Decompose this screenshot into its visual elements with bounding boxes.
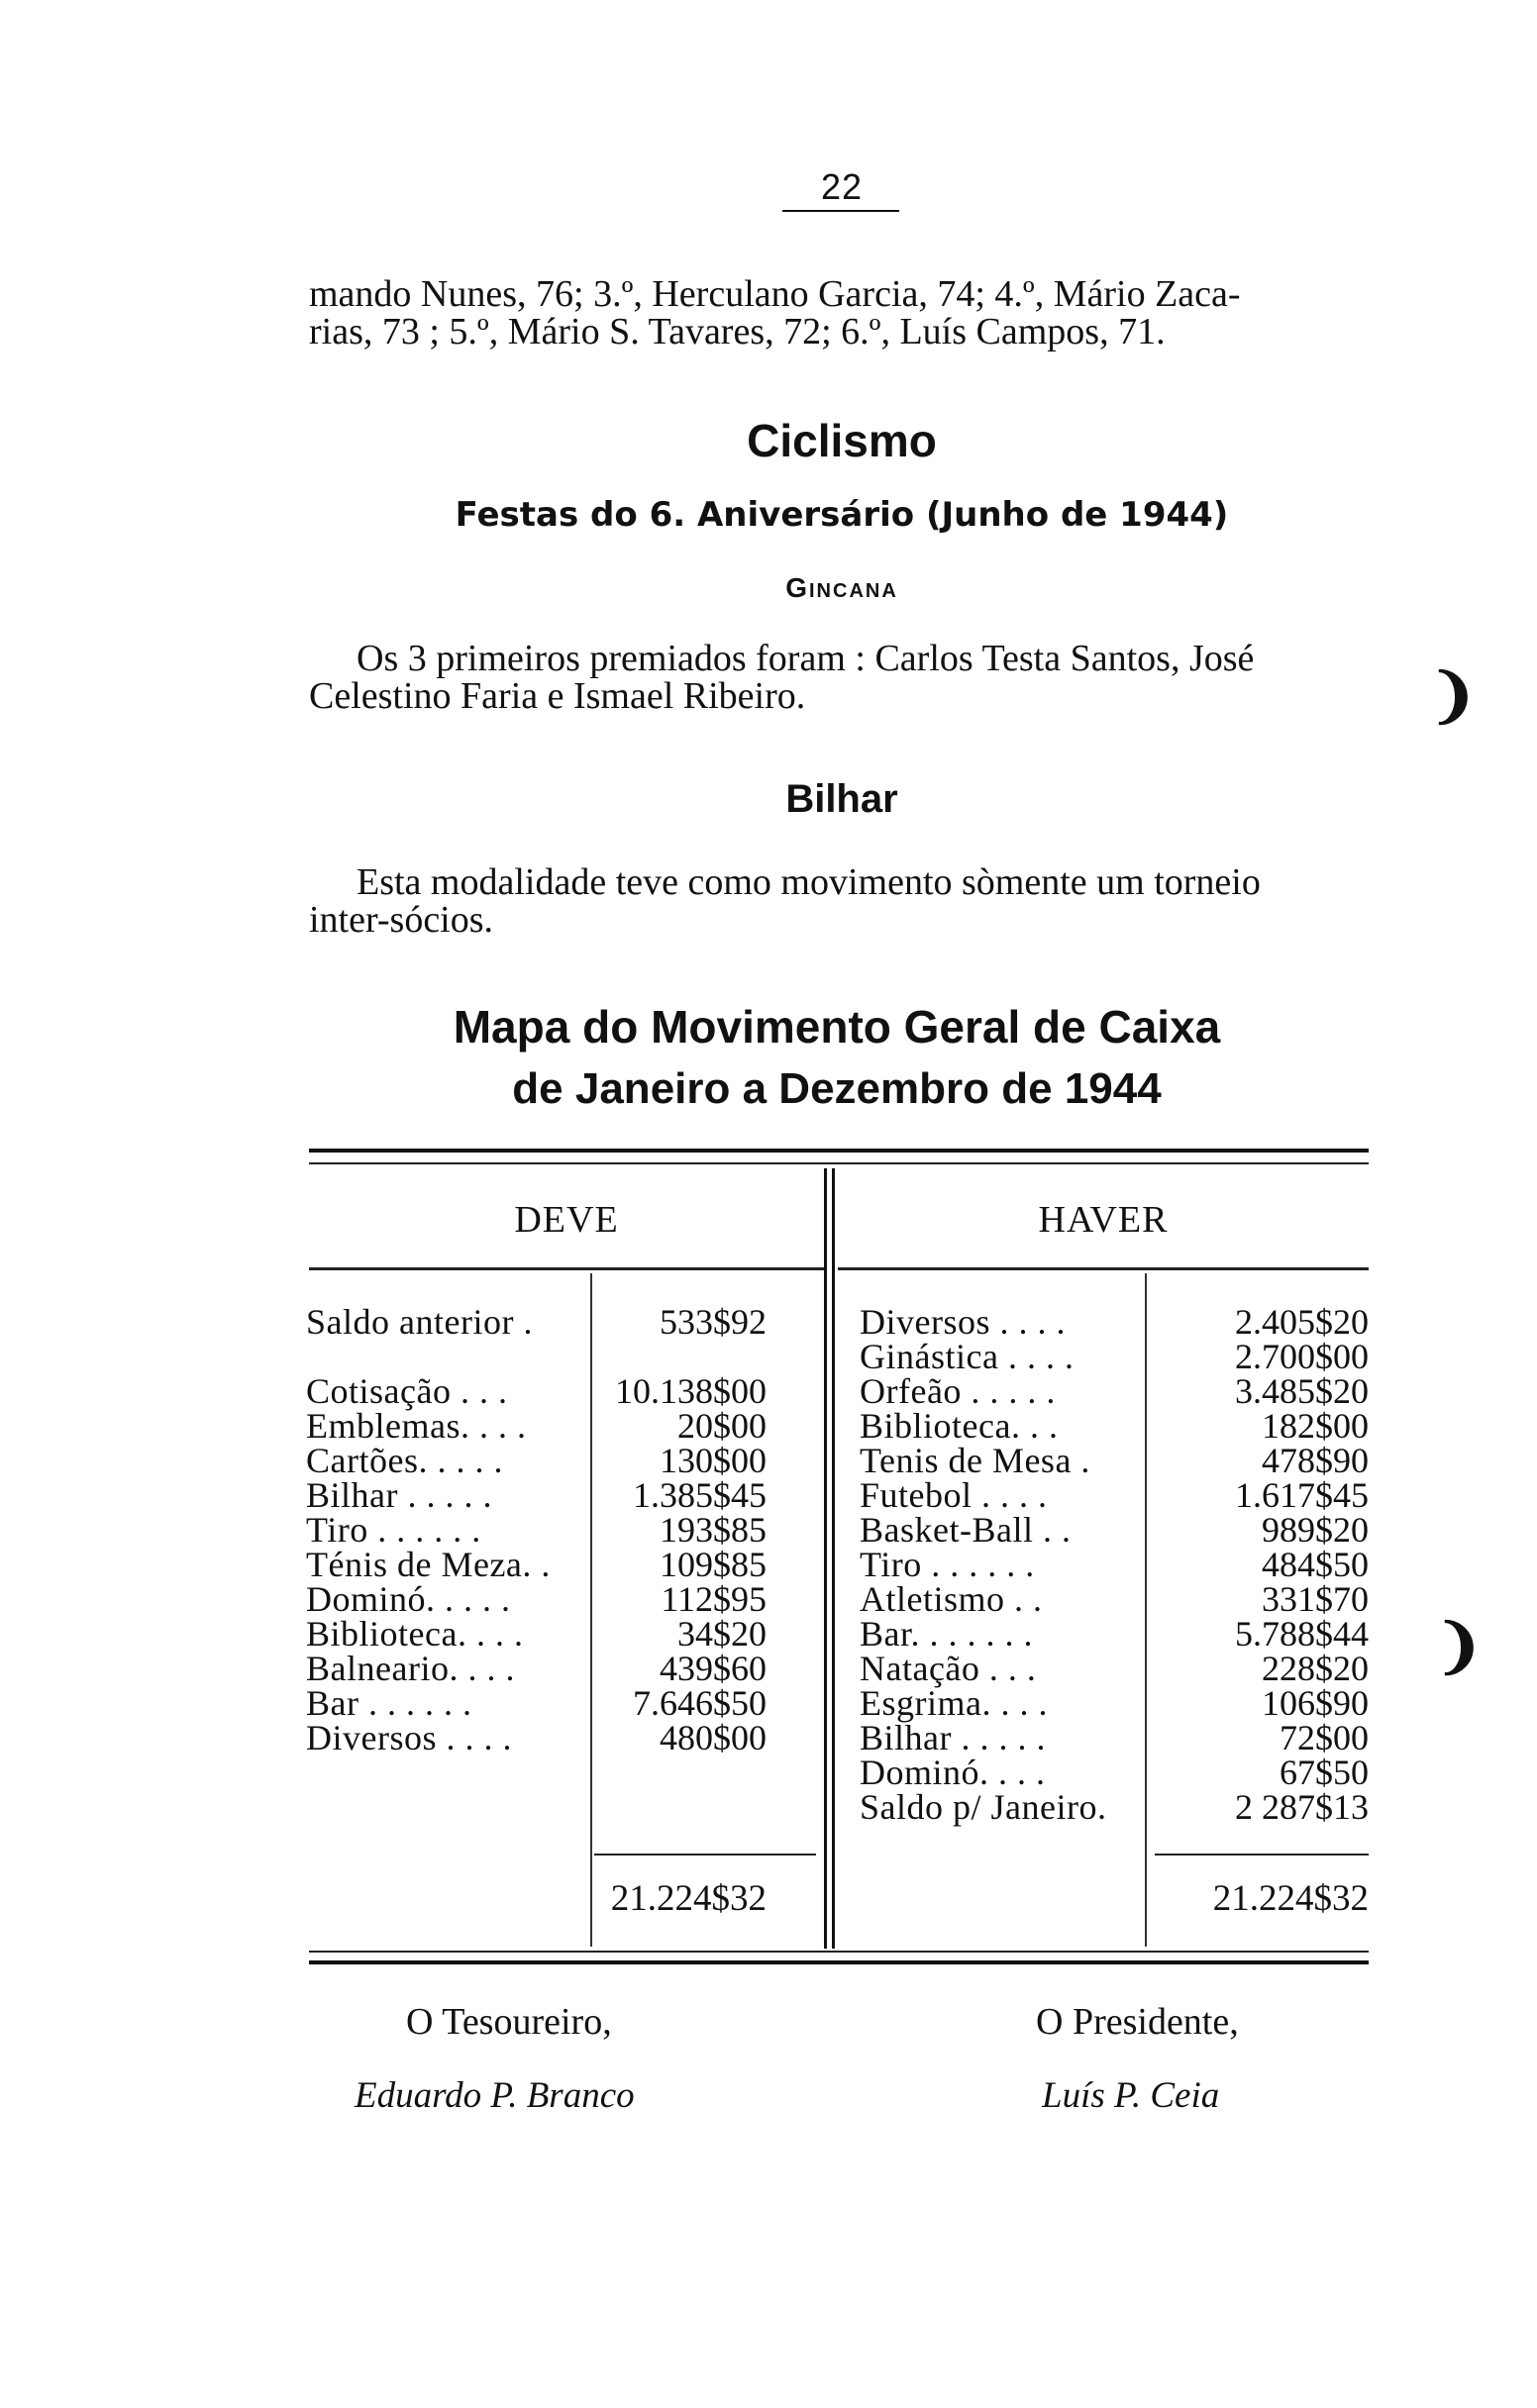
haver-row-value: 106$90 <box>1262 1683 1369 1723</box>
haver-row-label: Basket-Ball . . <box>860 1510 1072 1550</box>
haver-value-divider <box>1145 1273 1147 1947</box>
deve-row-value: 34$20 <box>677 1614 767 1654</box>
mapa-title-line-1: Mapa do Movimento Geral de Caixa <box>453 1001 1221 1053</box>
haver-row-label: Orfeão . . . . . <box>860 1371 1056 1411</box>
deve-total: 21.224$32 <box>610 1878 767 1919</box>
haver-row-value: 484$50 <box>1262 1545 1369 1584</box>
haver-row-value: 331$70 <box>1262 1579 1369 1619</box>
deve-row-label: Biblioteca. . . . <box>306 1614 524 1654</box>
haver-row-value: 3.485$20 <box>1235 1371 1369 1411</box>
haver-header: HAVER <box>1038 1199 1169 1241</box>
haver-row-label: Futebol . . . . <box>860 1475 1048 1515</box>
president-name: Luís P. Ceia <box>1042 2075 1220 2116</box>
mapa-title-line-2: de Janeiro a Dezembro de 1944 <box>512 1064 1162 1113</box>
deve-row-value: 109$85 <box>660 1545 767 1584</box>
haver-row-value: 989$20 <box>1262 1510 1369 1550</box>
deve-row-label: Dominó. . . . . <box>306 1579 511 1619</box>
haver-row-label: Tenis de Mesa . <box>860 1441 1090 1480</box>
page-number-rule <box>782 210 899 212</box>
table-top-rule-thin <box>309 1162 1369 1164</box>
deve-row-label: Cartões. . . . . <box>306 1441 503 1480</box>
ciclismo-subtitle: Festas do 6. Aniversário (Junho de 1944) <box>455 495 1229 535</box>
intro-line-2: rias, 73 ; 5.º, Mário S. Tavares, 72; 6.º, Luís Campos, 71. <box>309 311 1166 352</box>
binding-mark-icon: ❩ <box>1428 663 1479 729</box>
gincana-heading: Gincana <box>785 572 898 603</box>
ciclismo-line-1: Os 3 primeiros premiados foram : Carlos Testa Santos, José <box>357 638 1255 679</box>
haver-row-label: Dominó. . . . <box>860 1753 1046 1792</box>
haver-total-rule <box>1155 1854 1369 1856</box>
deve-row-label: Emblemas. . . . <box>306 1406 527 1446</box>
deve-total-rule <box>594 1854 816 1856</box>
table-bottom-rule <box>309 1960 1369 1964</box>
haver-row-label: Biblioteca. . . <box>860 1406 1059 1446</box>
table-top-rule <box>309 1149 1369 1153</box>
haver-row-value: 2.700$00 <box>1235 1337 1369 1376</box>
deve-row-label: Saldo anterior . <box>306 1302 533 1342</box>
deve-row-label: Bilhar . . . . . <box>306 1475 492 1515</box>
bilhar-line-1: Esta modalidade teve como movimento sòmente um torneio <box>357 861 1261 903</box>
haver-row-label: Natação . . . <box>860 1649 1037 1688</box>
binding-mark-icon: ❩ <box>1434 1614 1485 1679</box>
deve-row-value: 533$92 <box>660 1302 767 1342</box>
deve-row-label: Ténis de Meza. . <box>306 1545 551 1584</box>
haver-row-label: Ginástica . . . . <box>860 1337 1075 1376</box>
bilhar-line-2: inter-sócios. <box>309 899 494 941</box>
deve-row-label: Cotisação . . . <box>306 1371 508 1411</box>
deve-row-value: 130$00 <box>660 1441 767 1480</box>
haver-row-value: 1.617$45 <box>1235 1475 1369 1515</box>
deve-row-value: 193$85 <box>660 1510 767 1550</box>
haver-row-label: Esgrima. . . . <box>860 1683 1048 1723</box>
table-center-line-left <box>824 1168 827 1949</box>
deve-row-label: Tiro . . . . . . <box>306 1510 481 1550</box>
deve-row-value: 20$00 <box>677 1406 767 1446</box>
haver-row-value: 478$90 <box>1262 1441 1369 1480</box>
president-title: O Presidente, <box>1036 2001 1239 2043</box>
deve-row-value: 439$60 <box>660 1649 767 1688</box>
ciclismo-heading: Ciclismo <box>747 415 937 466</box>
deve-row-value: 10.138$00 <box>615 1371 767 1411</box>
haver-row-value: 2.405$20 <box>1235 1302 1369 1342</box>
deve-row-value: 1.385$45 <box>633 1475 767 1515</box>
table-center-line-right <box>832 1168 835 1949</box>
haver-row-label: Diversos . . . . <box>860 1302 1066 1342</box>
haver-row-value: 67$50 <box>1280 1753 1369 1792</box>
bilhar-heading: Bilhar <box>785 777 898 821</box>
intro-line-1: mando Nunes, 76; 3.º, Herculano Garcia, 74; 4.º, Mário Zaca- <box>309 273 1241 315</box>
deve-header-rule <box>309 1267 824 1270</box>
deve-row-label: Balneario. . . . <box>306 1649 515 1688</box>
treasurer-title: O Tesoureiro, <box>406 2001 612 2043</box>
treasurer-name: Eduardo P. Branco <box>355 2075 635 2116</box>
haver-total: 21.224$32 <box>1212 1878 1369 1919</box>
haver-row-value: 228$20 <box>1262 1649 1369 1688</box>
haver-row-value: 72$00 <box>1280 1718 1369 1757</box>
haver-row-value: 2 287$13 <box>1235 1787 1369 1827</box>
deve-row-label: Diversos . . . . <box>306 1718 512 1757</box>
haver-row-label: Saldo p/ Janeiro. <box>860 1787 1107 1827</box>
haver-row-label: Bar. . . . . . . <box>860 1614 1033 1654</box>
haver-row-value: 182$00 <box>1262 1406 1369 1446</box>
haver-row-value: 5.788$44 <box>1235 1614 1369 1654</box>
table-bottom-rule-thin <box>309 1951 1369 1953</box>
haver-row-label: Bilhar . . . . . <box>860 1718 1046 1757</box>
deve-value-divider <box>590 1273 592 1947</box>
deve-row-value: 7.646$50 <box>633 1683 767 1723</box>
deve-row-label: Bar . . . . . . <box>306 1683 472 1723</box>
haver-header-rule <box>838 1267 1369 1270</box>
page-number: 22 <box>820 166 864 207</box>
deve-row-value: 480$00 <box>660 1718 767 1757</box>
haver-row-label: Tiro . . . . . . <box>860 1545 1035 1584</box>
haver-row-label: Atletismo . . <box>860 1579 1043 1619</box>
deve-header: DEVE <box>514 1199 619 1241</box>
deve-row-value: 112$95 <box>661 1579 767 1619</box>
ciclismo-line-2: Celestino Faria e Ismael Ribeiro. <box>309 675 806 717</box>
